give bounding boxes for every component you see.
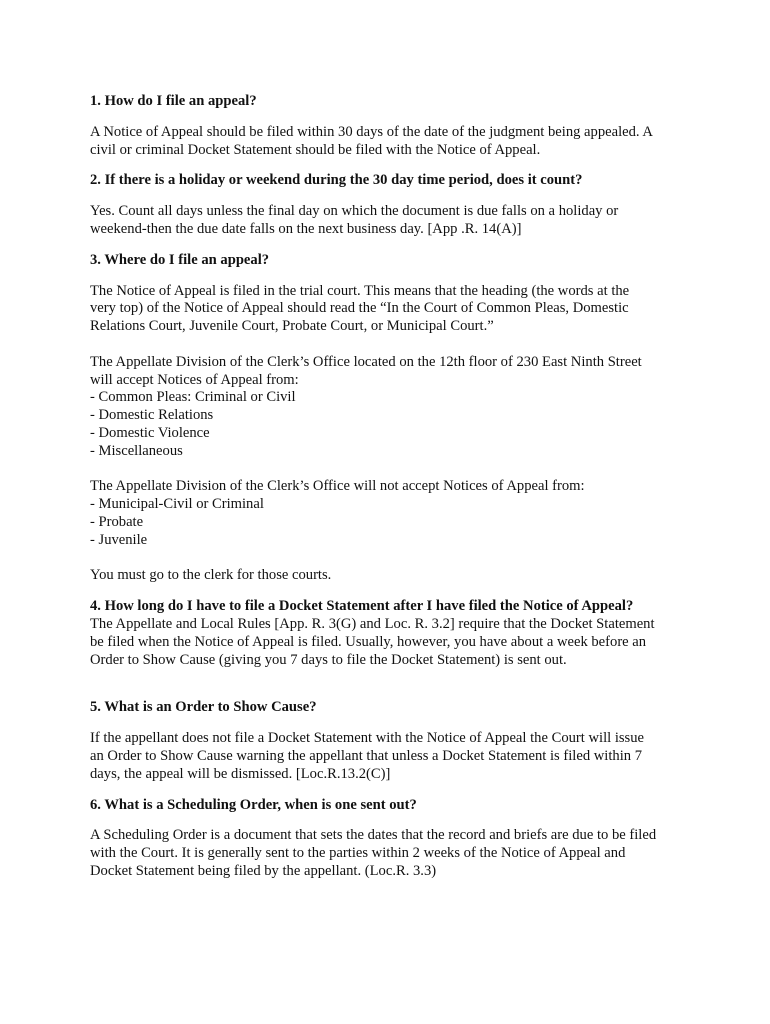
question-1-heading: 1. How do I file an appeal?: [90, 93, 257, 109]
answer-3-line: will accept Notices of Appeal from:: [90, 371, 299, 388]
answer-3-line: You must go to the clerk for those courts.: [90, 567, 332, 584]
question-2-heading: 2. If there is a holiday or weekend during the 30 day time period, does it count?: [90, 172, 583, 189]
question-4-heading: 4. How long do I have to file a Docket Statement after I have filed the Notice of Appeal?: [90, 598, 634, 615]
answer-6-line: with the Court. It is generally sent to the parties within 2 weeks of the Notice of Appeal and: [90, 845, 626, 862]
answer-2: [90, 203, 690, 239]
answer-3-line: Relations Court, Juvenile Court, Probate Court, or Municipal Court.”: [90, 318, 494, 335]
answer-4-line: Order to Show Cause (giving you 7 days to file the Docket Statement) is sent out.: [90, 651, 567, 668]
answer-2-line: Yes. Count all days unless the final day on which the document is due falls on a holiday or: [90, 203, 619, 220]
accepted-court-list-item: - Domestic Relations: [90, 407, 214, 424]
answer-3-line: The Appellate Division of the Clerk’s Office will not accept Notices of Appeal from:: [90, 478, 585, 495]
answer-6: [90, 827, 690, 880]
answer-5-line: an Order to Show Cause warning the appellant that unless a Docket Statement is filed within 7: [90, 747, 643, 764]
answer-4-line: be filed when the Notice of Appeal is filed. Usually, however, you have about a week before an: [90, 633, 647, 650]
answer-3-paragraph-1: [90, 283, 690, 336]
rejected-court-list-item: - Municipal-Civil or Criminal: [90, 496, 264, 513]
accepted-court-list-item: - Common Pleas: Criminal or Civil: [90, 389, 296, 406]
answer-3-paragraph-4: [90, 567, 690, 585]
question-5-heading: 5. What is an Order to Show Cause?: [90, 699, 317, 716]
answer-3-paragraph-2: [90, 354, 690, 461]
rejected-court-list-item: - Juvenile: [90, 531, 148, 548]
answer-1-line: civil or criminal Docket Statement should be filed with the Notice of Appeal.: [90, 141, 541, 158]
answer-5-line: If the appellant does not file a Docket Statement with the Notice of Appeal the Court will issue: [90, 730, 645, 747]
answer-6-line: A Scheduling Order is a document that sets the dates that the record and briefs are due to be filed: [90, 827, 657, 844]
answer-2-line: weekend-then the due date falls on the next business day. [App .R. 14(A)]: [90, 220, 522, 237]
answer-1-line: A Notice of Appeal should be filed within 30 days of the date of the judgment being appealed. A: [90, 123, 653, 140]
answer-4-line: The Appellate and Local Rules [App. R. 3(G) and Loc. R. 3.2] require that the Docket Statement: [90, 615, 655, 632]
answer-1: [90, 124, 690, 160]
answer-5: [90, 730, 690, 783]
answer-4: [90, 616, 690, 669]
question-6-heading: 6. What is a Scheduling Order, when is one sent out?: [90, 796, 417, 813]
answer-3-line: very top) of the Notice of Appeal should read the “In the Court of Common Pleas, Domestic: [90, 300, 629, 317]
document-content: [90, 93, 690, 881]
answer-3-line: The Notice of Appeal is filed in the trial court. This means that the heading (the words at the: [90, 282, 630, 299]
rejected-court-list-item: - Probate: [90, 513, 144, 530]
answer-5-line: days, the appeal will be dismissed. [Loc.R.13.2(C)]: [90, 765, 391, 782]
answer-6-line: Docket Statement being filed by the appellant. (Loc.R. 3.3): [90, 862, 437, 879]
question-3-heading: 3. Where do I file an appeal?: [90, 251, 270, 268]
accepted-court-list-item: - Miscellaneous: [90, 442, 183, 459]
accepted-court-list-item: - Domestic Violence: [90, 424, 210, 441]
answer-3-line: The Appellate Division of the Clerk’s Office located on the 12th floor of 230 East Ninth Street: [90, 353, 642, 370]
answer-3-paragraph-3: [90, 478, 690, 549]
